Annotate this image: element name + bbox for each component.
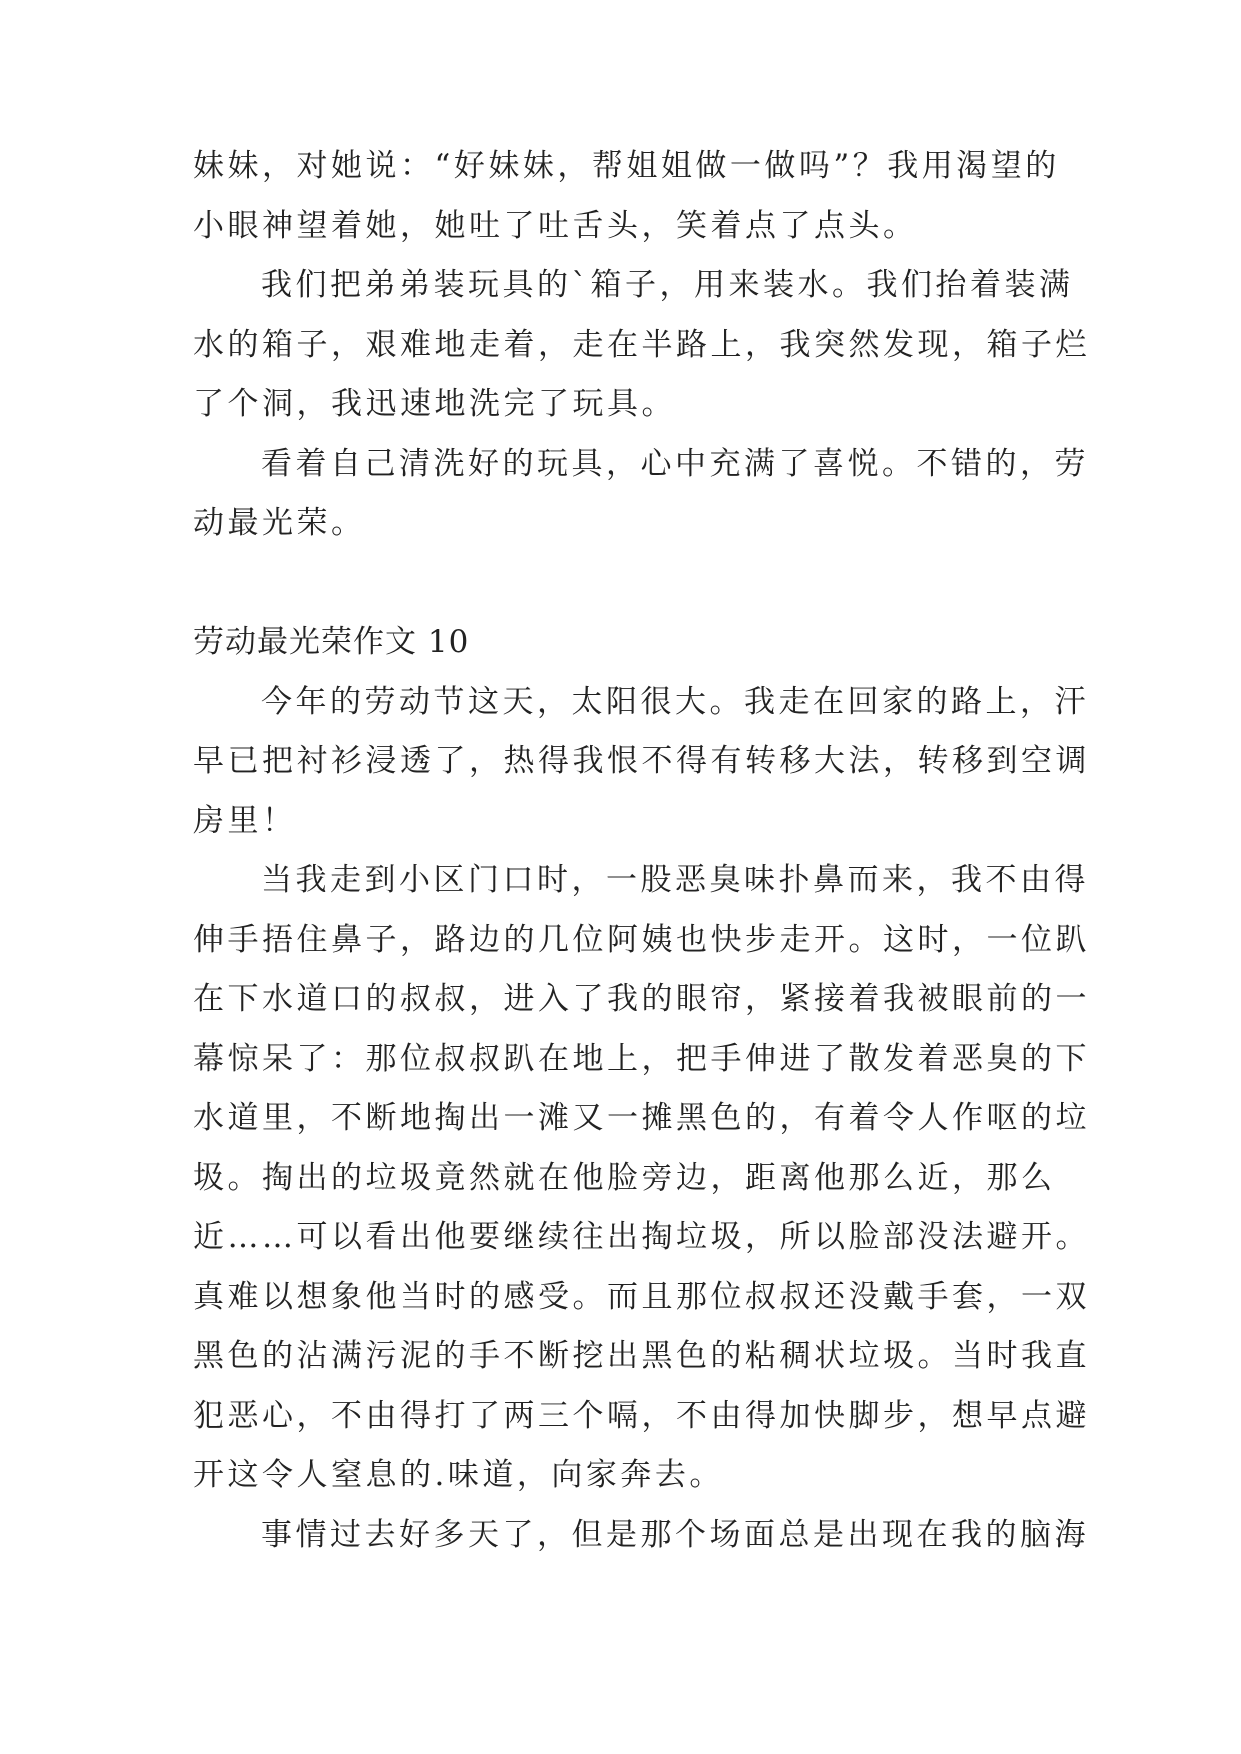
paragraph-2 xyxy=(193,851,1090,1506)
text-line: 房里！ xyxy=(193,802,297,839)
text-line: 事情过去好多天了，但是那个场面总是出现在我的脑海 xyxy=(261,1516,1089,1553)
text-line: 伸手捂住鼻子，路边的几位阿姨也快步走开。这时，一位趴 xyxy=(193,921,1090,958)
text-line: 圾。掏出的垃圾竟然就在他脸旁边，距离他那么近，那么 xyxy=(193,1159,1056,1196)
paragraph-prev-c xyxy=(193,435,1089,554)
text-line: 幕惊呆了：那位叔叔趴在地上，把手伸进了散发着恶臭的下 xyxy=(193,1040,1090,1077)
text-line: 妹妹，对她说：“好妹妹，帮姐姐做一做吗”？我用渴望的 xyxy=(193,148,1060,184)
text-line: 黑色的沾满污泥的手不断挖出黑色的粘稠状垃圾。当时我直 xyxy=(193,1338,1090,1374)
text-line: 近……可以看出他要继续往出掏垃圾，所以脸部没法避开。 xyxy=(193,1219,1090,1255)
paragraph-3 xyxy=(193,1506,1089,1566)
text-line: 我们把弟弟装玩具的`箱子，用来装水。我们抬着装满 xyxy=(261,267,1074,303)
text-line: 动最光荣。 xyxy=(193,505,366,541)
paragraph-1 xyxy=(193,673,1090,852)
text-line: 开这令人窒息的.味道，向家奔去。 xyxy=(193,1457,724,1493)
text-line: 当我走到小区门口时，一股恶臭味扑鼻而来，我不由得 xyxy=(261,862,1089,898)
paragraph-prev-a xyxy=(193,137,1063,256)
text-line: 早已把衬衫浸透了，热得我恨不得有转移大法，转移到空调 xyxy=(193,743,1090,779)
text-line: 水道里，不断地掏出一滩又一摊黑色的，有着令人作呕的垃 xyxy=(193,1100,1090,1136)
text-line: 今年的劳动节这天，太阳很大。我走在回家的路上，汗 xyxy=(261,683,1089,720)
text-line: 看着自己清洗好的玩具，心中充满了喜悦。不错的，劳 xyxy=(261,445,1089,482)
essay-title: 劳动最光荣作文 10 xyxy=(193,624,470,660)
text-line: 小眼神望着她，她吐了吐舌头，笑着点了点头。 xyxy=(193,207,918,244)
text-line: 犯恶心，不由得打了两三个嗝，不由得加快脚步，想早点避 xyxy=(193,1397,1090,1434)
text-line: 了个洞，我迅速地洗完了玩具。 xyxy=(193,386,676,422)
text-line: 真难以想象他当时的感受。而且那位叔叔还没戴手套，一双 xyxy=(193,1278,1090,1315)
section-gap xyxy=(193,554,1063,614)
paragraph-prev-b xyxy=(193,256,1090,435)
essay-body xyxy=(193,137,1090,1565)
text-line: 在下水道口的叔叔，进入了我的眼帘，紧接着我被眼前的一 xyxy=(193,981,1090,1017)
text-line: 水的箱子，艰难地走着，走在半路上，我突然发现，箱子烂 xyxy=(193,326,1090,363)
